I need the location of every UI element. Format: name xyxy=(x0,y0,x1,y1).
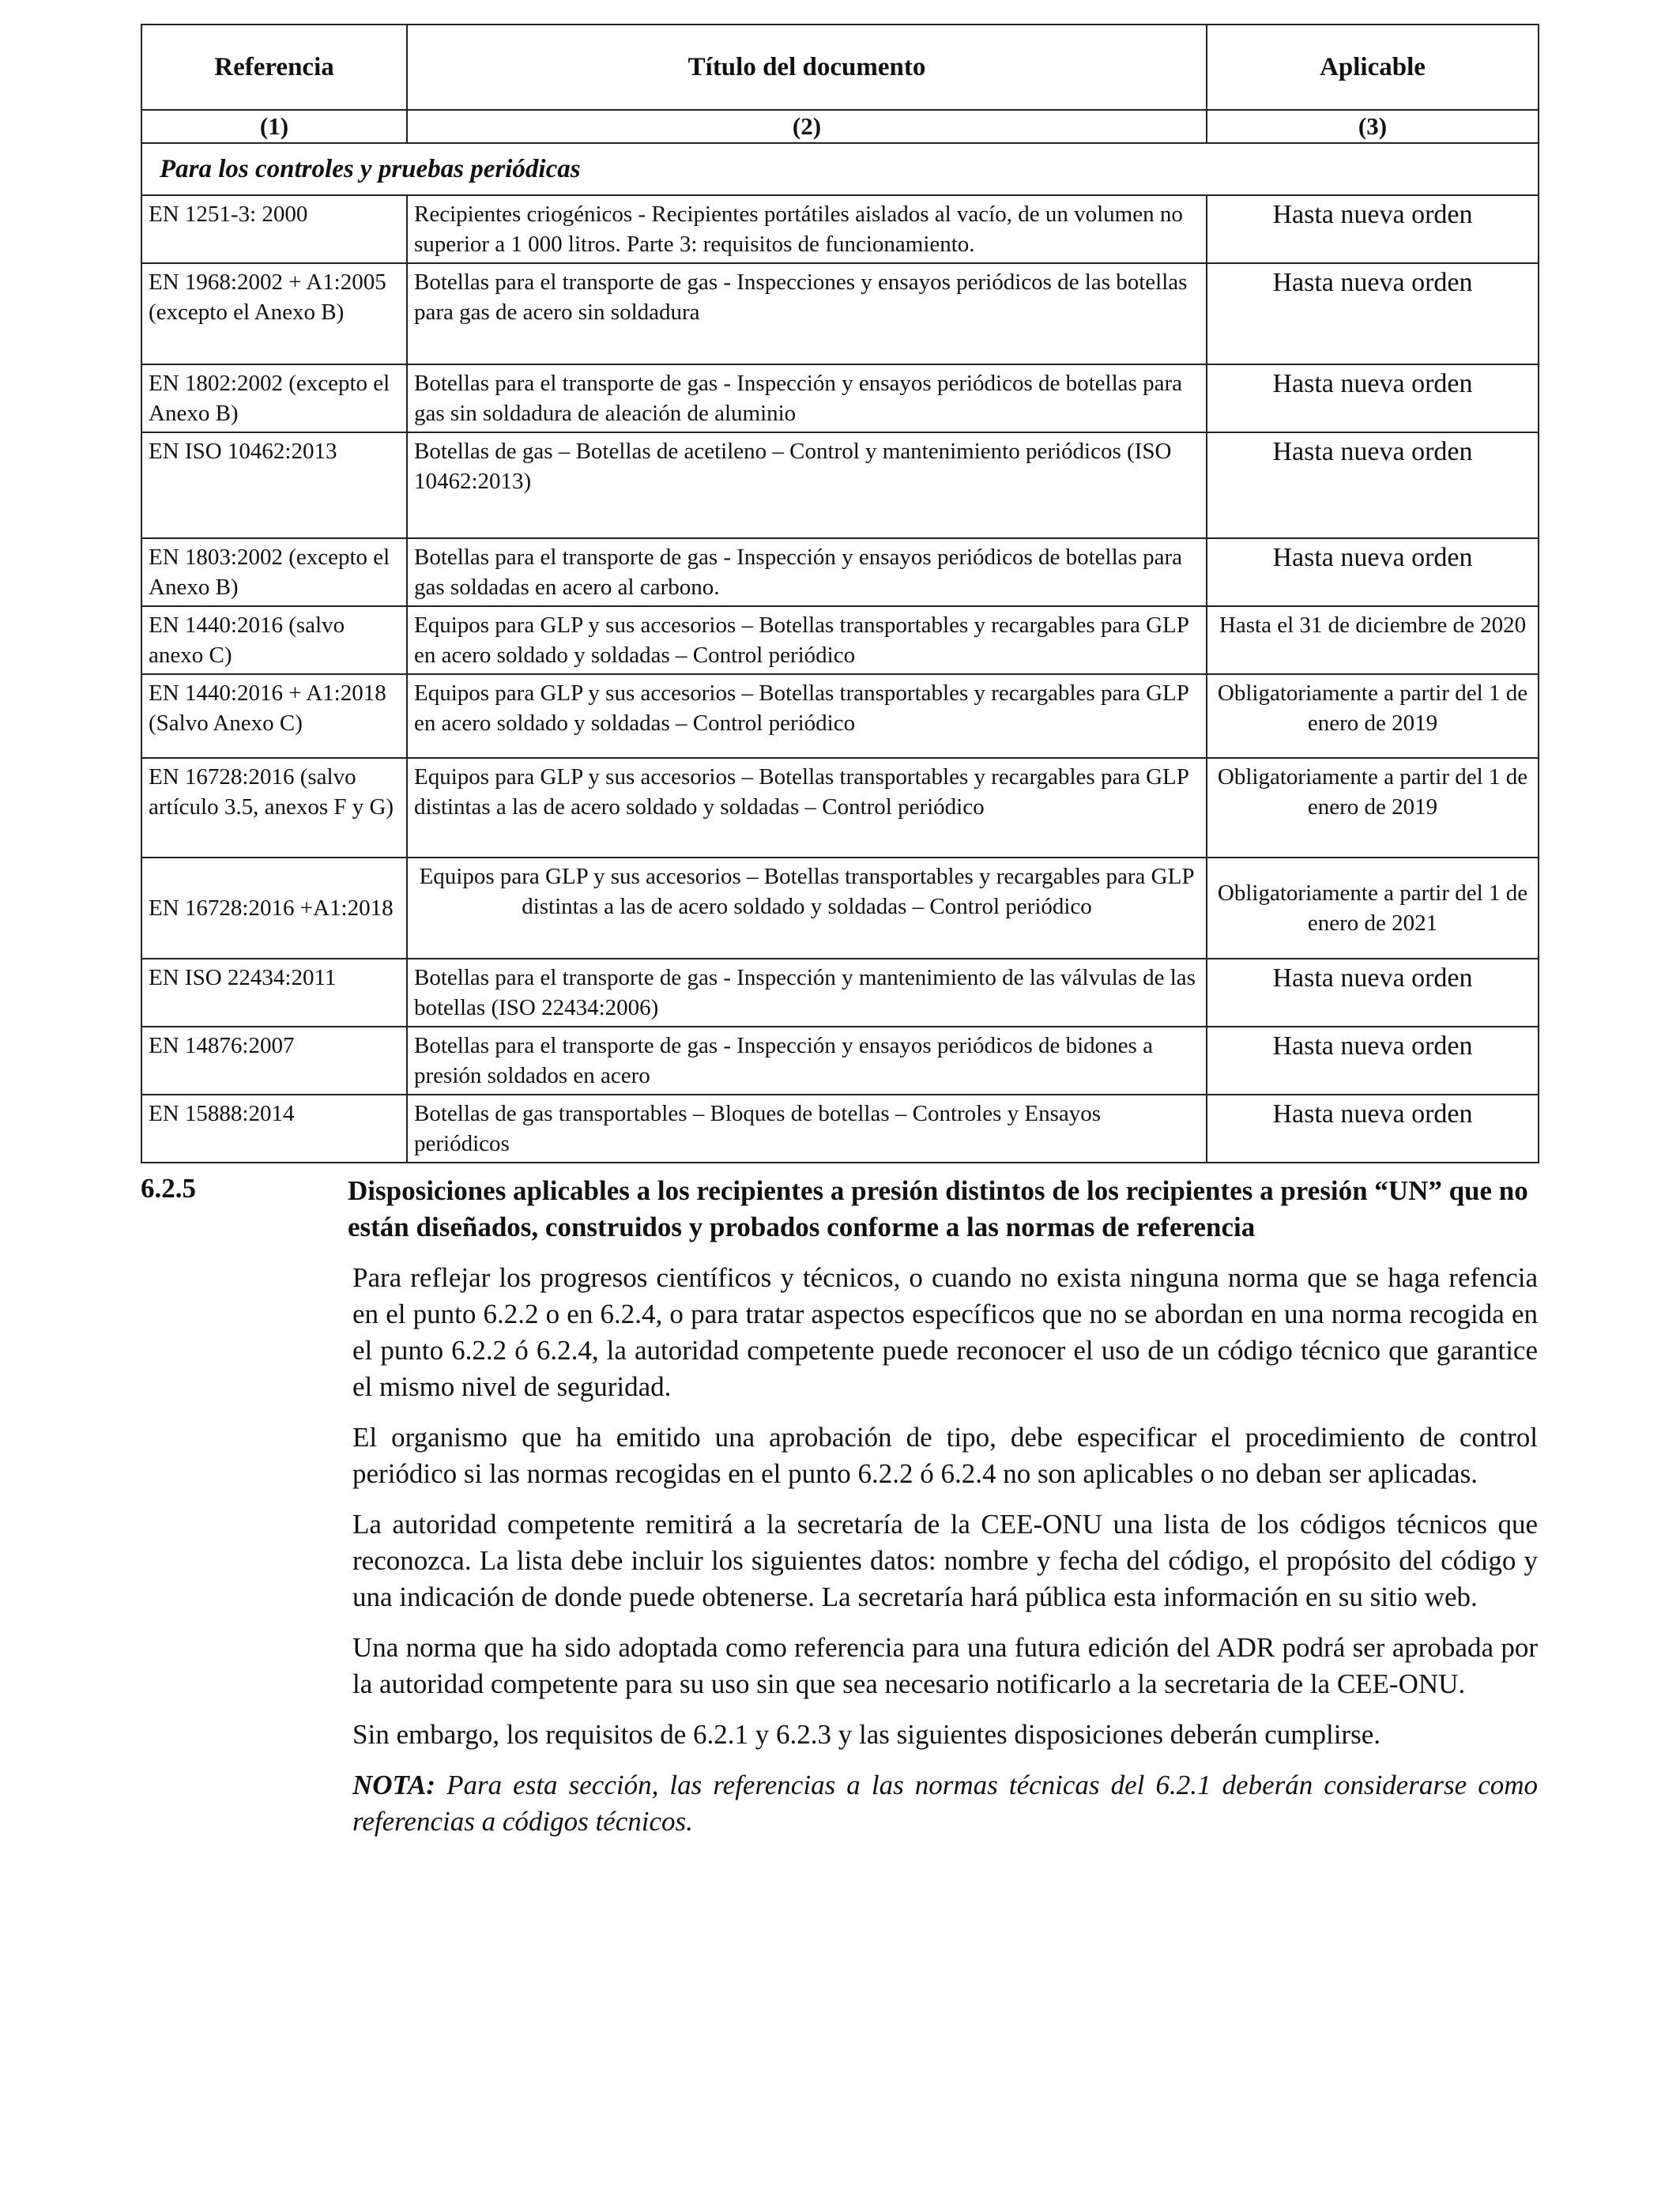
paragraph: Sin embargo, los requisitos de 6.2.1 y 6.2.3 y las siguientes disposiciones deberán cumplirse. xyxy=(352,1719,1381,1750)
row-applicable: Hasta nueva orden xyxy=(1207,959,1539,1027)
row-reference: EN 1968:2002 + A1:2005 (excepto el Anexo B) xyxy=(141,263,407,364)
table-row xyxy=(141,1095,1539,1163)
row-applicable: Hasta nueva orden xyxy=(1207,538,1539,606)
paragraph: Para reflejar los progresos científicos y técnicos, o cuando no exista ninguna norma que se haga refencia en el punto 6.2.2 o en 6.2.4, o para tratar aspectos específicos que no se abordan en una norma recogida en el punto 6.2.2 ó 6.2.4, la autoridad competente puede reconocer el uso de un código técnico que garantice el mismo nivel de seguridad. xyxy=(352,1262,1538,1402)
paragraph: La autoridad competente remitirá a la secretaría de la CEE-ONU una lista de los códigos técnicos que reconozca. La lista debe incluir los siguientes datos: nombre y fecha del código, el propósito del código y una indicación de donde puede obtenerse. La secretaría hará pública esta información en su sitio web. xyxy=(352,1509,1538,1612)
row-reference: EN 1803:2002 (excepto el Anexo B) xyxy=(141,538,407,606)
row-applicable: Hasta nueva orden xyxy=(1207,1027,1539,1095)
row-applicable: Obligatoriamente a partir del 1 de enero de 2019 xyxy=(1207,758,1539,858)
note-paragraph xyxy=(352,1767,1538,1840)
table-row xyxy=(141,195,1539,263)
table-row xyxy=(141,606,1539,674)
row-applicable: Hasta el 31 de diciembre de 2020 xyxy=(1207,606,1539,674)
row-applicable: Obligatoriamente a partir del 1 de enero de 2019 xyxy=(1207,674,1539,758)
row-title: Equipos para GLP y sus accesorios – Botellas transportables y recargables para GLP distintas a las de acero soldado y soldadas – Control periódico xyxy=(407,858,1207,959)
table-row xyxy=(141,432,1539,538)
section-heading: Disposiciones aplicables a los recipientes a presión distintos de los recipientes a presión “UN” que no están diseñados, construidos y probados conforme a las normas de referencia xyxy=(348,1175,1528,1242)
header-reference: Referencia xyxy=(141,25,407,110)
row-applicable: Obligatoriamente a partir del 1 de enero de 2021 xyxy=(1207,858,1539,959)
row-reference: EN ISO 22434:2011 xyxy=(141,959,407,1027)
table-row xyxy=(141,758,1539,858)
standards-table xyxy=(141,24,1539,1163)
row-reference: EN 16728:2016 (salvo artículo 3.5, anexos F y G) xyxy=(141,758,407,858)
header-title: Título del documento xyxy=(407,25,1207,110)
row-applicable: Hasta nueva orden xyxy=(1207,195,1539,263)
column-number-reference: (1) xyxy=(141,110,407,143)
paragraph: Una norma que ha sido adoptada como referencia para una futura edición del ADR podrá ser aprobada por la autoridad competente para su uso sin que sea necesario notificarlo a la secretaria de la CEE-ONU. xyxy=(352,1632,1538,1699)
column-number-applicable: (3) xyxy=(1207,110,1539,143)
row-title: Botellas para el transporte de gas - Inspección y ensayos periódicos de botellas para gas soldadas en acero al carbono. xyxy=(407,538,1207,606)
row-title: Equipos para GLP y sus accesorios – Botellas transportables y recargables para GLP distintas a las de acero soldado y soldadas – Control periódico xyxy=(407,758,1207,858)
row-title: Botellas de gas transportables – Bloques de botellas – Controles y Ensayos periódicos xyxy=(407,1095,1207,1163)
row-title: Equipos para GLP y sus accesorios – Botellas transportables y recargables para GLP en acero soldado y soldadas – Control periódico xyxy=(407,674,1207,758)
row-title: Botellas para el transporte de gas - Inspección y mantenimiento de las válvulas de las botellas (ISO 22434:2006) xyxy=(407,959,1207,1027)
row-title: Botellas de gas – Botellas de acetileno – Control y mantenimiento periódicos (ISO 10462:2013) xyxy=(407,432,1207,538)
row-reference: EN ISO 10462:2013 xyxy=(141,432,407,538)
row-title: Recipientes criogénicos - Recipientes portátiles aislados al vacío, de un volumen no superior a 1 000 litros. Parte 3: requisitos de funcionamiento. xyxy=(407,195,1207,263)
header-applicable: Aplicable xyxy=(1207,25,1539,110)
table-row xyxy=(141,263,1539,364)
row-reference: EN 1440:2016 + A1:2018 (Salvo Anexo C) xyxy=(141,674,407,758)
row-reference: EN 1251-3: 2000 xyxy=(141,195,407,263)
row-applicable: Hasta nueva orden xyxy=(1207,432,1539,538)
row-reference: EN 15888:2014 xyxy=(141,1095,407,1163)
row-applicable: Hasta nueva orden xyxy=(1207,364,1539,432)
row-applicable: Hasta nueva orden xyxy=(1207,1095,1539,1163)
section-body xyxy=(352,1260,1538,1854)
row-title: Equipos para GLP y sus accesorios – Botellas transportables y recargables para GLP en acero soldado y soldadas – Control periódico xyxy=(407,606,1207,674)
note-label: NOTA: xyxy=(352,1770,435,1800)
row-reference: EN 1440:2016 (salvo anexo C) xyxy=(141,606,407,674)
table-row xyxy=(141,364,1539,432)
table-row xyxy=(141,674,1539,758)
row-reference: EN 1802:2002 (excepto el Anexo B) xyxy=(141,364,407,432)
section-number: 6.2.5 xyxy=(141,1173,196,1204)
column-number-title: (2) xyxy=(407,110,1207,143)
row-title: Botellas para el transporte de gas - Inspecciones y ensayos periódicos de las botellas para gas de acero sin soldadura xyxy=(407,263,1207,364)
row-reference: EN 14876:2007 xyxy=(141,1027,407,1095)
table-row xyxy=(141,1027,1539,1095)
row-title: Botellas para el transporte de gas - Inspección y ensayos periódicos de bidones a presión soldados en acero xyxy=(407,1027,1207,1095)
note-text: Para esta sección, las referencias a las normas técnicas del 6.2.1 deberán considerarse como referencias a códigos técnicos. xyxy=(352,1770,1539,1837)
table-row xyxy=(141,959,1539,1027)
table-row xyxy=(141,858,1539,959)
paragraph: El organismo que ha emitido una aprobación de tipo, debe especificar el procedimiento de control periódico si las normas recogidas en el punto 6.2.2 ó 6.2.4 no son aplicables o no deban ser aplicadas. xyxy=(352,1422,1538,1489)
table-row xyxy=(141,538,1539,606)
row-applicable: Hasta nueva orden xyxy=(1207,263,1539,364)
row-reference: EN 16728:2016 +A1:2018 xyxy=(141,858,407,959)
section-label: Para los controles y pruebas periódicas xyxy=(141,143,1539,195)
row-title: Botellas para el transporte de gas - Inspección y ensayos periódicos de botellas para gas sin soldadura de aleación de aluminio xyxy=(407,364,1207,432)
